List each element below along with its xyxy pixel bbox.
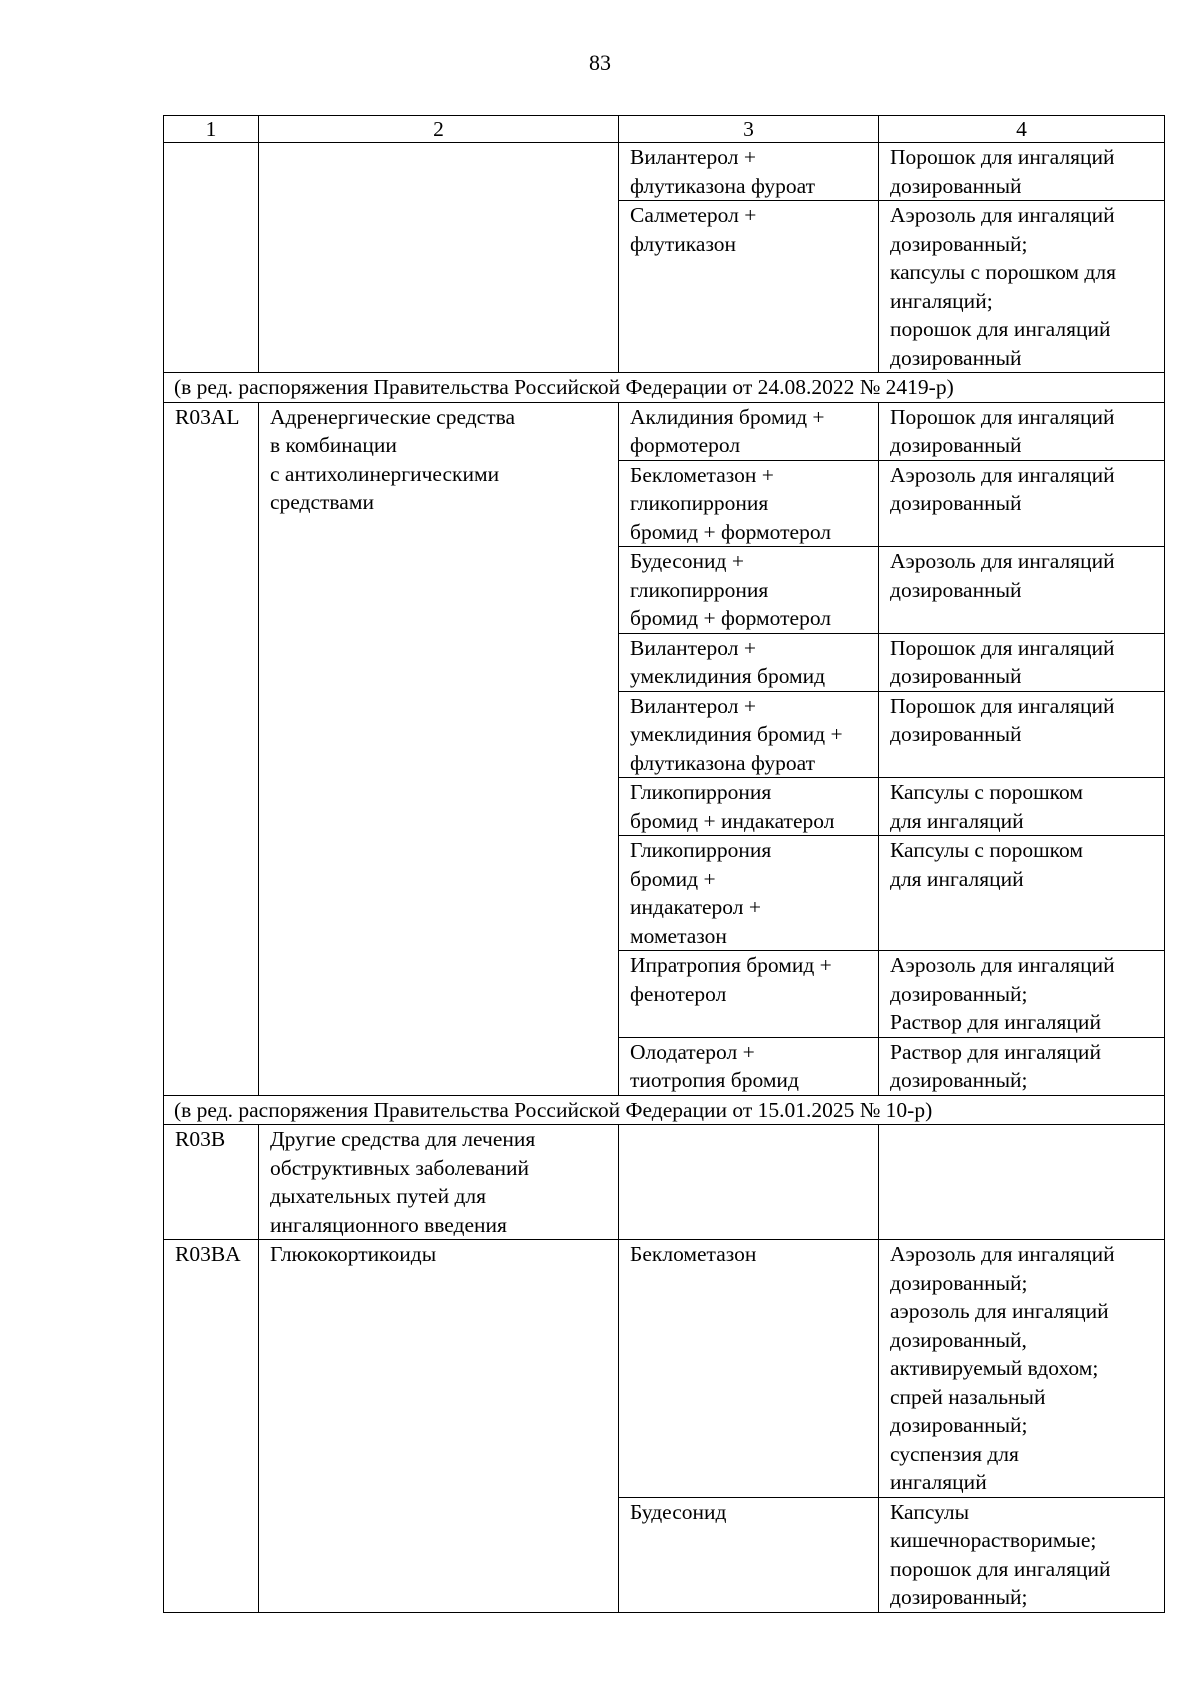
- text-line: дыхательных путей для: [270, 1184, 487, 1208]
- text-line: фенотерол: [630, 981, 727, 1006]
- column-header-1: 1: [164, 116, 259, 143]
- drug-name-cell: [619, 778, 879, 836]
- text-line: Вилантерол +: [630, 693, 757, 718]
- text-line: дозированный,: [890, 1327, 1027, 1352]
- drug-name-cell: [619, 460, 879, 547]
- text-line: Вилантерол +: [630, 635, 757, 660]
- text-line: Аэрозоль для ингаляций: [890, 953, 1115, 977]
- atc-group-cell: [259, 402, 619, 1095]
- column-header-2: 2: [259, 116, 619, 143]
- drug-name-cell: [619, 633, 879, 691]
- drug-name-cell: [619, 402, 879, 460]
- text-line: дозированный;: [890, 1270, 1028, 1295]
- text-line: средствами: [270, 490, 374, 514]
- dosage-form-cell: [879, 201, 1165, 373]
- text-line: Аэрозоль для ингаляций: [890, 203, 1115, 227]
- text-line: умеклидиния бромид: [630, 664, 826, 688]
- text-line: дозированный: [890, 664, 1022, 688]
- text-line: дозированный;: [890, 981, 1028, 1006]
- text-line: дозированный;: [890, 1068, 1028, 1092]
- dosage-form-cell: [879, 633, 1165, 691]
- drug-name-cell: [619, 547, 879, 634]
- text-line: умеклидиния бромид +: [630, 722, 843, 746]
- text-line: Гликопиррония: [630, 838, 772, 862]
- atc-code-cell: R03AL: [164, 402, 259, 1095]
- text-line: Глюкокортикоиды: [270, 1242, 437, 1266]
- text-line: обструктивных заболеваний: [270, 1155, 530, 1180]
- text-line: Ипратропия бромид +: [630, 953, 832, 977]
- column-header-3: 3: [619, 116, 879, 143]
- text-line: Аклидиния бромид +: [630, 404, 825, 429]
- page-number: 83: [589, 50, 611, 75]
- text-line: дозированный: [890, 577, 1022, 602]
- text-line: флутиказона фуроат: [630, 173, 816, 198]
- text-line: Адренергические средства: [270, 404, 516, 429]
- text-line: гликопиррония: [630, 577, 769, 602]
- drug-name-cell: [619, 1240, 879, 1498]
- dosage-form-cell: [879, 547, 1165, 634]
- text-line: ингаляций;: [890, 288, 993, 313]
- text-line: бромид +: [630, 866, 716, 891]
- drug-name-cell: [619, 201, 879, 373]
- text-line: Салметерол +: [630, 203, 757, 227]
- text-line: дозированный: [890, 173, 1022, 198]
- text-line: Другие средства для лечения: [270, 1127, 536, 1151]
- text-line: Олодатерол +: [630, 1039, 755, 1064]
- dosage-form-cell: [879, 1125, 1165, 1240]
- text-line: Беклометазон +: [630, 462, 774, 487]
- text-line: кишечнорастворимые;: [890, 1528, 1097, 1552]
- text-line: дозированный: [890, 345, 1022, 370]
- text-line: капсулы с порошком для: [890, 260, 1116, 284]
- table-row: [164, 402, 1165, 460]
- dosage-form-cell: [879, 691, 1165, 778]
- dosage-form-cell: [879, 402, 1165, 460]
- text-line: суспензия для: [890, 1441, 1019, 1466]
- text-line: спрей назальный: [890, 1384, 1046, 1409]
- atc-code-cell: R03B: [164, 1125, 259, 1240]
- text-line: Аэрозоль для ингаляций: [890, 549, 1115, 573]
- text-line: мометазон: [630, 923, 727, 948]
- dosage-form-cell: [879, 836, 1165, 951]
- atc-code-cell: [164, 143, 259, 373]
- text-line: аэрозоль для ингаляций: [890, 1299, 1109, 1323]
- text-line: дозированный: [890, 433, 1022, 457]
- text-line: для ингаляций: [890, 866, 1024, 891]
- text-line: активируемый вдохом;: [890, 1356, 1099, 1380]
- dosage-form-cell: [879, 143, 1165, 201]
- atc-group-cell: [259, 1240, 619, 1613]
- text-line: тиотропия бромид: [630, 1068, 799, 1092]
- header-row: [164, 116, 1165, 143]
- drug-name-cell: [619, 1125, 879, 1240]
- atc-group-cell: [259, 1125, 619, 1240]
- text-line: Капсулы: [890, 1499, 970, 1524]
- atc-group-cell: [259, 143, 619, 373]
- text-line: Будесонид +: [630, 549, 744, 573]
- dosage-form-cell: [879, 1240, 1165, 1498]
- text-line: Порошок для ингаляций: [890, 693, 1115, 718]
- text-line: индакатерол +: [630, 895, 761, 919]
- drug-name-cell: [619, 1037, 879, 1095]
- text-line: порошок для ингаляций: [890, 1556, 1111, 1581]
- text-line: Капсулы с порошком: [890, 780, 1083, 804]
- text-line: Аэрозоль для ингаляций: [890, 1242, 1115, 1266]
- text-line: дозированный: [890, 722, 1022, 746]
- text-line: дозированный;: [890, 1585, 1028, 1609]
- text-line: Раствор для ингаляций: [890, 1039, 1101, 1064]
- drug-name-cell: [619, 1497, 879, 1612]
- text-line: Аэрозоль для ингаляций: [890, 462, 1115, 487]
- table-row: [164, 1240, 1165, 1498]
- amendment-note-row: [164, 373, 1165, 403]
- text-line: с антихолинергическими: [270, 461, 500, 486]
- text-line: ингаляционного введения: [270, 1212, 507, 1237]
- amendment-note: (в ред. распоряжения Правительства Российской Федерации от 15.01.2025 № 10-р): [164, 1095, 1165, 1125]
- text-line: дозированный: [890, 491, 1022, 515]
- text-line: Гликопиррония: [630, 780, 772, 804]
- dosage-form-cell: [879, 1497, 1165, 1612]
- text-line: бромид + индакатерол: [630, 808, 835, 833]
- text-line: Порошок для ингаляций: [890, 145, 1115, 169]
- text-line: Порошок для ингаляций: [890, 635, 1115, 660]
- text-line: формотерол: [630, 433, 741, 457]
- text-line: Порошок для ингаляций: [890, 404, 1115, 429]
- text-line: ингаляций: [890, 1470, 987, 1494]
- column-header-4: 4: [879, 116, 1165, 143]
- text-line: Беклометазон: [630, 1242, 757, 1266]
- text-line: в комбинации: [270, 433, 397, 457]
- amendment-note: (в ред. распоряжения Правительства Российской Федерации от 24.08.2022 № 2419-р): [164, 373, 1165, 403]
- amendment-note-row: [164, 1095, 1165, 1125]
- dosage-form-cell: [879, 460, 1165, 547]
- text-line: для ингаляций: [890, 808, 1024, 833]
- text-line: гликопиррония: [630, 491, 769, 515]
- drug-name-cell: [619, 951, 879, 1038]
- table-row: [164, 1125, 1165, 1240]
- text-line: порошок для ингаляций: [890, 317, 1111, 341]
- dosage-form-cell: [879, 951, 1165, 1038]
- text-line: дозированный;: [890, 1413, 1028, 1437]
- text-line: флутиказона фуроат: [630, 750, 816, 775]
- text-line: Вилантерол +: [630, 145, 757, 169]
- dosage-form-cell: [879, 778, 1165, 836]
- text-line: дозированный;: [890, 231, 1028, 256]
- text-line: Будесонид: [630, 1499, 727, 1524]
- dosage-form-cell: [879, 1037, 1165, 1095]
- text-line: Раствор для ингаляций: [890, 1010, 1101, 1034]
- drug-name-cell: [619, 836, 879, 951]
- drug-name-cell: [619, 143, 879, 201]
- drug-name-cell: [619, 691, 879, 778]
- table-row: [164, 143, 1165, 201]
- text-line: бромид + формотерол: [630, 519, 832, 544]
- text-line: бромид + формотерол: [630, 606, 832, 630]
- text-line: Капсулы с порошком: [890, 838, 1083, 862]
- drug-table: [163, 115, 1165, 1613]
- text-line: флутиказон: [630, 231, 737, 256]
- atc-code-cell: R03BA: [164, 1240, 259, 1613]
